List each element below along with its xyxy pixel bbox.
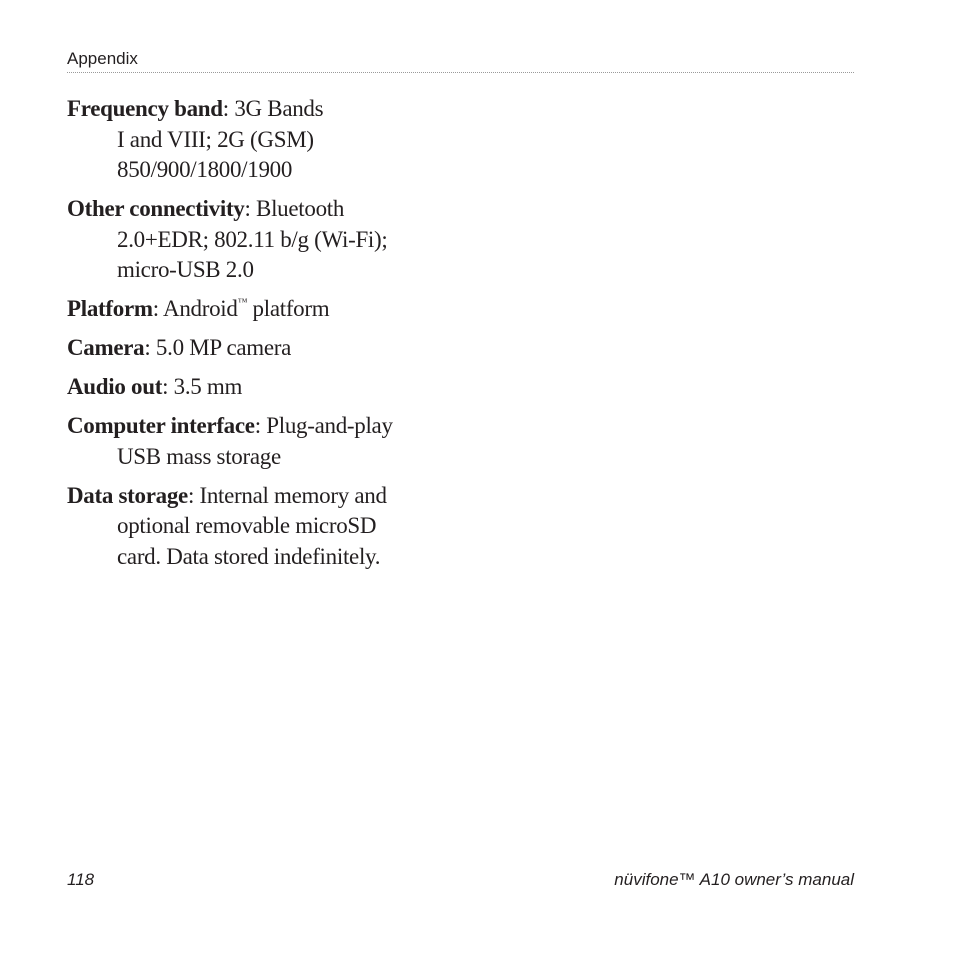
spec-value-line: : 3G Bands <box>222 96 324 121</box>
trademark-symbol: ™ <box>237 297 248 308</box>
spec-term: Data storage <box>67 482 188 508</box>
spec-camera <box>67 333 427 364</box>
spec-term: Frequency band <box>67 96 223 121</box>
spec-value: platform <box>247 296 330 321</box>
spec-audio-out <box>67 372 427 403</box>
spec-computer-interface <box>67 411 427 472</box>
spec-value-line: : Internal memory and <box>187 482 387 508</box>
spec-value: : Android <box>152 296 238 321</box>
page-number: 118 <box>67 870 95 889</box>
spec-frequency-band <box>67 94 427 186</box>
manual-title: nüvifone™ A10 owner’s manual <box>614 870 854 889</box>
spec-value-line: : 5.0 MP camera <box>144 335 292 360</box>
spec-data-storage <box>67 481 427 573</box>
spec-value-line: USB mass storage <box>117 443 281 469</box>
spec-list <box>67 94 427 581</box>
spec-value-line: optional removable microSD <box>117 513 377 538</box>
header-divider <box>67 72 854 73</box>
spec-other-connectivity <box>67 194 427 286</box>
spec-value-line: 2.0+EDR; 802.11 b/g (Wi-Fi); <box>117 226 388 252</box>
spec-value-line: I and VIII; 2G (GSM) <box>117 126 314 152</box>
spec-value-line: card. Data stored indefinitely. <box>117 543 381 569</box>
spec-term: Camera <box>67 335 145 360</box>
spec-platform <box>67 294 427 325</box>
spec-value-line: : 3.5 mm <box>162 374 243 399</box>
spec-term: Audio out <box>67 374 163 399</box>
spec-value-line: 850/900/1800/1900 <box>117 157 293 182</box>
spec-term: Platform <box>67 296 153 321</box>
spec-value-line: : Bluetooth <box>244 196 345 221</box>
spec-value-line: : Plug-and-play <box>254 413 393 438</box>
running-header: Appendix <box>67 49 138 68</box>
spec-term: Other connectivity <box>67 196 245 221</box>
spec-term: Computer interface <box>67 413 255 438</box>
spec-value-line: micro-USB 2.0 <box>117 257 254 282</box>
